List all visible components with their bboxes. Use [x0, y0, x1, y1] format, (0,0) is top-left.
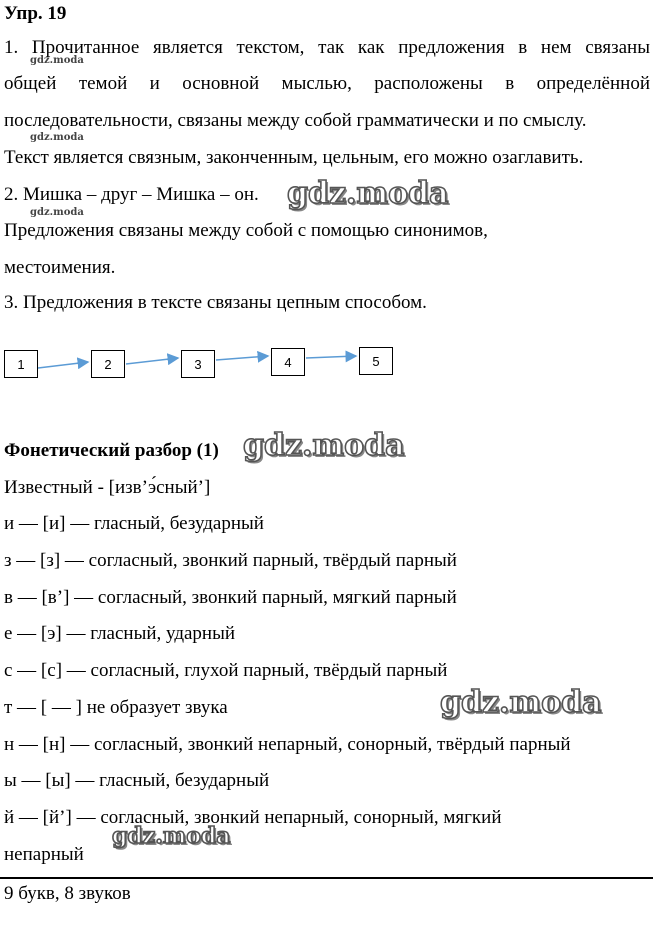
- phonetic-row: с — [с] — согласный, глухой парный, твёрдый парный: [4, 660, 448, 681]
- chain-box-4: 4: [271, 348, 305, 376]
- chain-arrow-4: [306, 356, 356, 358]
- watermark-small: gdz.moda: [30, 55, 84, 66]
- phonetic-row: в — [в’] — согласный, звонкий парный, мягкий парный: [4, 587, 457, 608]
- phonetic-summary: 9 букв, 8 звуков: [4, 883, 131, 904]
- chain-box-2: 2: [91, 350, 125, 378]
- watermark-large: gdz.moda: [243, 428, 405, 463]
- paragraph-1-line-2: общей темой и основной мыслью, расположены в определённой: [4, 73, 650, 94]
- phonetic-row: е — [э] — гласный, ударный: [4, 623, 236, 644]
- phonetic-row: й — [й’] — согласный, звонкий непарный, сонорный, мягкий: [4, 807, 502, 828]
- chain-box-3: 3: [181, 350, 215, 378]
- paragraph-2-line-3: местоимения.: [4, 257, 116, 278]
- phonetic-row: непарный: [4, 844, 84, 865]
- watermark-large: gdz.moda: [440, 685, 602, 720]
- watermark-large: gdz.moda: [112, 823, 231, 849]
- phonetic-row: з — [з] — согласный, звонкий парный, твёрдый парный: [4, 550, 457, 571]
- watermark-large: gdz.moda: [287, 176, 449, 211]
- chain-arrow-3: [216, 356, 268, 360]
- paragraph-1-line-4: Текст является связным, законченным, цельным, его можно озаглавить.: [4, 147, 584, 168]
- phonetic-row: т — [ — ] не образует звука: [4, 697, 228, 718]
- chain-arrow-1: [38, 362, 88, 368]
- divider: [0, 877, 653, 879]
- exercise-title: Упр. 19: [4, 3, 67, 24]
- chain-box-1: 1: [4, 350, 38, 378]
- chain-box-5: 5: [359, 347, 393, 375]
- phonetic-row: и — [и] — гласный, безударный: [4, 513, 264, 534]
- phonetic-row: н — [н] — согласный, звонкий непарный, сонорный, твёрдый парный: [4, 734, 571, 755]
- phonetic-word: Известный - [изв’э́сный’]: [4, 477, 211, 498]
- watermark-small: gdz.moda: [30, 132, 84, 143]
- paragraph-2-line-2: Предложения связаны между собой с помощью синонимов,: [4, 220, 488, 241]
- chain-arrow-2: [126, 358, 178, 364]
- paragraph-1-line-1: 1. Прочитанное является текстом, так как предложения в нем связаны: [4, 37, 650, 58]
- paragraph-2-line-1: 2. Мишка – друг – Мишка – он.: [4, 184, 259, 205]
- phonetic-row: ы — [ы] — гласный, безударный: [4, 770, 270, 791]
- watermark-small: gdz.moda: [30, 207, 84, 218]
- paragraph-3: 3. Предложения в тексте связаны цепным способом.: [4, 292, 427, 313]
- phonetic-title: Фонетический разбор (1): [4, 440, 219, 461]
- paragraph-1-line-3: последовательности, связаны между собой грамматически и по смыслу.: [4, 110, 587, 131]
